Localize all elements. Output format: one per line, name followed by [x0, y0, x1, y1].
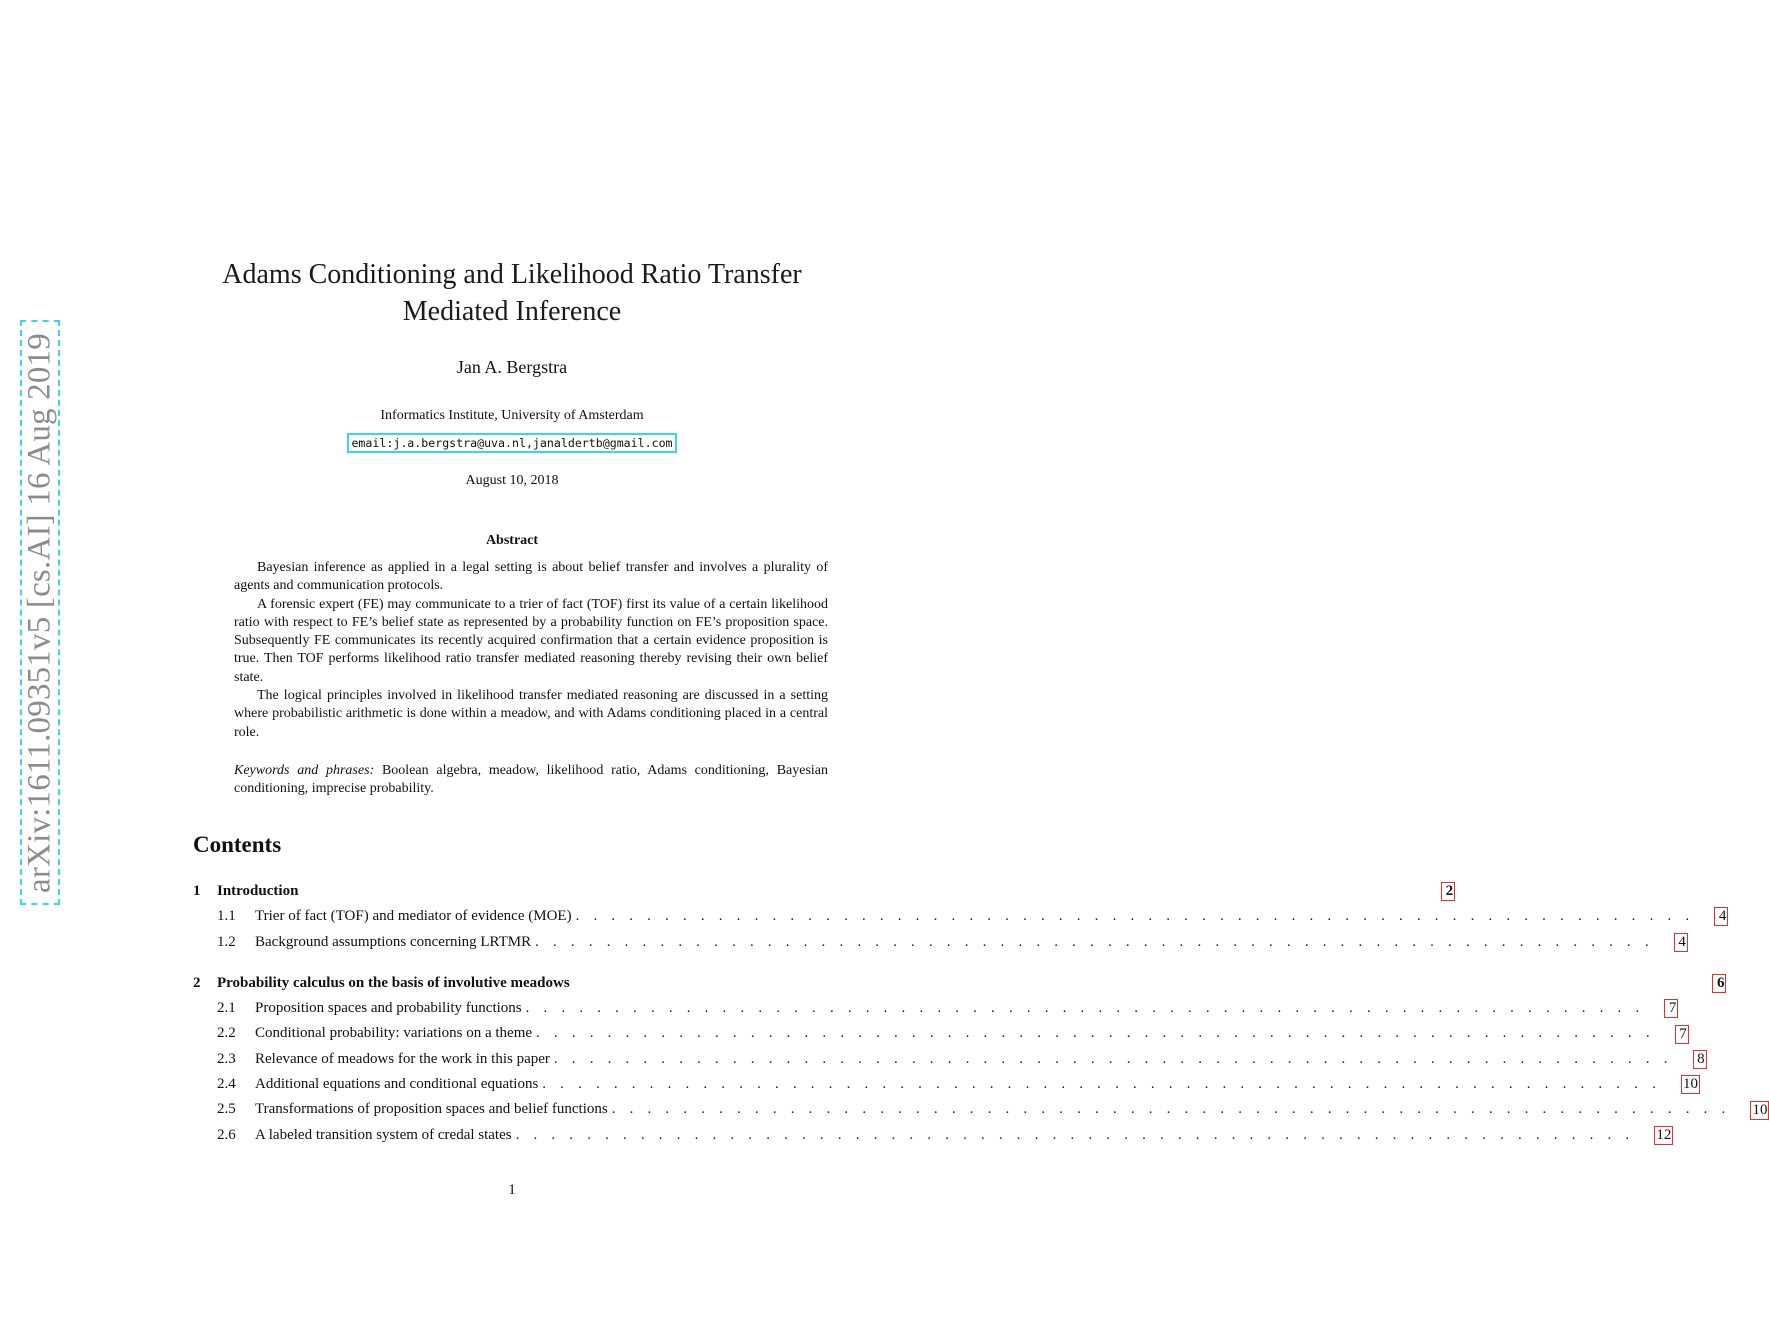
toc-leader: . . . . . . . . . . . . . . . . . . . . . . . . . . . . . . . . . . . . . . . . . . . . . . . . . . . . . . . . . . . . . . . — [611, 1101, 1731, 1118]
toc-entry-2-3[interactable] — [193, 1047, 1705, 1072]
toc-leader: . . . . . . . . . . . . . . . . . . . . . . . . . . . . . . . . . . . . . . . . . . . . . . . . . . . . . . . . . . . . . . . — [575, 908, 1695, 925]
toc-leader: . . . . . . . . . . . . . . . . . . . . . . . . . . . . . . . . . . . . . . . . . . . . . . . . . . . . . . . . . . . . . . . — [553, 1050, 1673, 1067]
abstract-paragraph-2: A forensic expert (FE) may communicate to a trier of fact (TOF) first its value of a certain likelihood ratio with respect to FE’s belief state as represented by a probability function on FE’s proposition space. Subsequently FE communicates its recently acquired confirmation that a certain evidence proposition is true. Then TOF performs likelihood ratio transfer mediated reasoning thereby revising their own belief state. — [234, 596, 828, 685]
toc-number: 2.1 — [217, 1000, 236, 1017]
abstract-paragraph-3: The logical principles involved in likelihood transfer mediated reasoning are discussed in a setting where probabilistic arithmetic is done within a meadow, and with Adams conditioning placed in a central role. — [234, 688, 828, 740]
toc-title: Proposition spaces and probability functions — [255, 996, 526, 1021]
toc-number: 2 — [193, 974, 201, 991]
toc-entry-2-4[interactable] — [193, 1072, 1699, 1097]
table-of-contents — [193, 879, 1768, 1148]
toc-title: A labeled transition system of credal states — [255, 1123, 516, 1148]
toc-leader: . . . . . . . . . . . . . . . . . . . . . . . . . . . . . . . . . . . . . . . . . . . . . . . . . . . . . . . . . . . . . . . — [536, 1025, 1655, 1042]
toc-page-link[interactable]: 7 — [1664, 999, 1678, 1018]
toc-title: Background assumptions concerning LRTMR — [255, 930, 535, 955]
toc-entry-section-2[interactable] — [193, 971, 1725, 996]
contents-heading: Contents — [193, 832, 282, 857]
abstract-body — [234, 559, 828, 742]
toc-page-link[interactable]: 6 — [1712, 974, 1726, 993]
toc-leader: . . . . . . . . . . . . . . . . . . . . . . . . . . . . . . . . . . . . . . . . . . . . . . . . . . . . . . . . . . . . . . . — [535, 933, 1654, 950]
abstract-heading: Abstract — [485, 533, 539, 548]
toc-entry-2-2[interactable] — [193, 1021, 1687, 1046]
paper-title — [0, 256, 1024, 330]
toc-page-link[interactable]: 7 — [1675, 1025, 1689, 1044]
toc-entry-2-1[interactable] — [193, 996, 1677, 1021]
toc-number: 1 — [193, 883, 201, 899]
toc-number: 2.4 — [217, 1076, 236, 1093]
toc-title: Trier of fact (TOF) and mediator of evidence (MOE) — [255, 904, 576, 929]
toc-page-link[interactable]: 12 — [1656, 1126, 1672, 1143]
toc-page-link[interactable]: 8 — [1693, 1050, 1707, 1069]
toc-number: 2.2 — [217, 1025, 236, 1042]
affiliation: Informatics Institute, University of Amsterdam — [380, 408, 644, 423]
arxiv-identifier: arXiv:1611.09351v5 [cs.AI] 16 Aug 2019 — [21, 332, 58, 893]
toc-entry-1-1[interactable] — [193, 904, 1727, 929]
keywords-label: Keywords and phrases: — [234, 763, 375, 778]
toc-number: 1.2 — [217, 933, 236, 950]
toc-page-link[interactable]: 4 — [1714, 907, 1728, 926]
toc-number: 2.5 — [217, 1101, 236, 1118]
title-line-2: Mediated Inference — [402, 296, 622, 327]
author-name: Jan A. Bergstra — [456, 357, 568, 377]
keywords — [234, 762, 828, 799]
abstract-paragraph-1: Bayesian inference as applied in a legal setting is about belief transfer and involves a plurality of agents and communication protocols. — [234, 560, 828, 594]
email-link[interactable]: email:j.a.bergstra@uva.nl,janaldertb@gmail.com — [347, 433, 676, 453]
toc-entry-1-2[interactable] — [193, 930, 1686, 955]
keywords-text: Boolean algebra, meadow, likelihood ratio, Adams conditioning, Bayesian conditioning, imprecise probability. — [234, 763, 829, 797]
toc-entry-section-1[interactable] — [193, 879, 1454, 904]
toc-title: Additional equations and conditional equations — [255, 1072, 542, 1097]
paper-date: August 10, 2018 — [465, 473, 559, 488]
toc-leader: . . . . . . . . . . . . . . . . . . . . . . . . . . . . . . . . . . . . . . . . . . . . . . . . . . . . . . . . . . . . . . . — [542, 1076, 1662, 1093]
toc-title: Relevance of meadows for the work in this paper — [255, 1047, 554, 1072]
toc-title: Probability calculus on the basis of involutive meadows — [217, 971, 574, 996]
toc-entry-2-5[interactable] — [193, 1097, 1768, 1122]
title-line-1: Adams Conditioning and Likelihood Ratio Transfer — [222, 259, 802, 290]
toc-title: Introduction — [217, 879, 302, 904]
page-number: 1 — [508, 1182, 516, 1198]
toc-page-link[interactable]: 10 — [1683, 1076, 1699, 1093]
toc-leader: . . . . . . . . . . . . . . . . . . . . . . . . . . . . . . . . . . . . . . . . . . . . . . . . . . . . . . . . . . . . . . . — [515, 1126, 1635, 1143]
toc-title: Conditional probability: variations on a theme — [255, 1021, 536, 1046]
toc-number: 1.1 — [217, 908, 236, 925]
toc-page-link[interactable]: 2 — [1441, 882, 1455, 901]
email-wrapper — [0, 432, 1024, 453]
toc-entry-2-6[interactable] — [193, 1123, 1672, 1148]
toc-title: Transformations of proposition spaces and belief functions — [255, 1097, 612, 1122]
toc-leader: . . . . . . . . . . . . . . . . . . . . . . . . . . . . . . . . . . . . . . . . . . . . . . . . . . . . . . . . . . . . . . . — [525, 1000, 1645, 1017]
toc-page-link[interactable]: 10 — [1752, 1101, 1768, 1118]
toc-number: 2.6 — [217, 1126, 236, 1143]
toc-page-link[interactable]: 4 — [1674, 933, 1688, 952]
toc-number: 2.3 — [217, 1050, 236, 1067]
